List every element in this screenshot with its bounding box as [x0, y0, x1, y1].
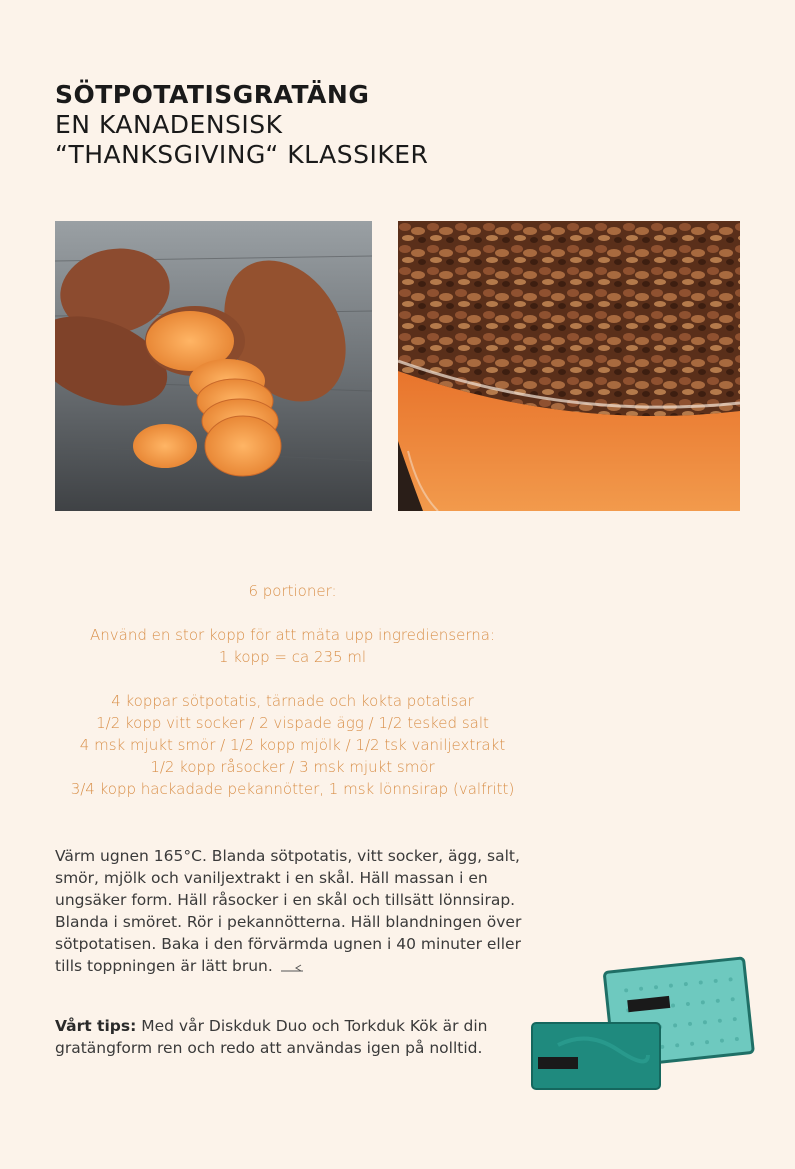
title-line-2: EN KANADENSISK	[55, 110, 283, 139]
enjo-cloths-photo	[528, 955, 756, 1100]
end-mark-icon	[281, 962, 303, 972]
ingredient-line: 4 koppar sötpotatis, tärnade och kokta potatisar	[111, 692, 474, 710]
tip-paragraph	[55, 1015, 525, 1059]
tip-text: Med vår Diskduk Duo och Torkduk Kök är din gratängform ren och redo att användas igen på nolltid.	[55, 1017, 488, 1057]
ingredient-line: 1/2 kopp råsocker / 3 msk mjukt smör	[150, 758, 435, 776]
measure-note: Använd en stor kopp för att mäta upp ingredienserna:	[89, 626, 496, 644]
recipe-title	[55, 80, 675, 170]
method-paragraph	[55, 845, 525, 977]
title-main: SÖTPOTATISGRATÄNG	[55, 80, 370, 109]
tip-label: Vårt tips:	[55, 1017, 137, 1035]
sweet-potatoes-photo	[55, 221, 372, 511]
ingredient-line: 1/2 kopp vitt socker / 2 vispade ägg / 1/2 tesked salt	[96, 714, 489, 732]
measure-conversion: 1 kopp = ca 235 ml	[218, 648, 367, 666]
method-text: Värm ugnen 165°C. Blanda sötpotatis, vitt socker, ägg, salt, smör, mjölk och vaniljextrakt i en skål. Häll massan i en ungsäker form. Häll råsocker i en skål och tillsätt lönnsirap. Blanda i smöret. Rör i pekannötterna. Häll blandningen över sötpotatisen. Baka i den förvärmda ugnen i 40 minuter eller tills toppningen är lätt brun.	[55, 847, 522, 975]
ingredients-section	[40, 580, 545, 800]
ingredient-line: 4 msk mjukt smör / 1/2 kopp mjölk / 1/2 tsk vaniljextrakt	[79, 736, 506, 754]
title-line-3: “THANKSGIVING“ KLASSIKER	[55, 140, 429, 169]
ingredient-line: 3/4 kopp hackadade pekannötter, 1 msk lönnsirap (valfritt)	[70, 780, 515, 798]
pecan-casserole-photo	[398, 221, 740, 511]
servings-label: 6 portioner:	[248, 582, 337, 600]
